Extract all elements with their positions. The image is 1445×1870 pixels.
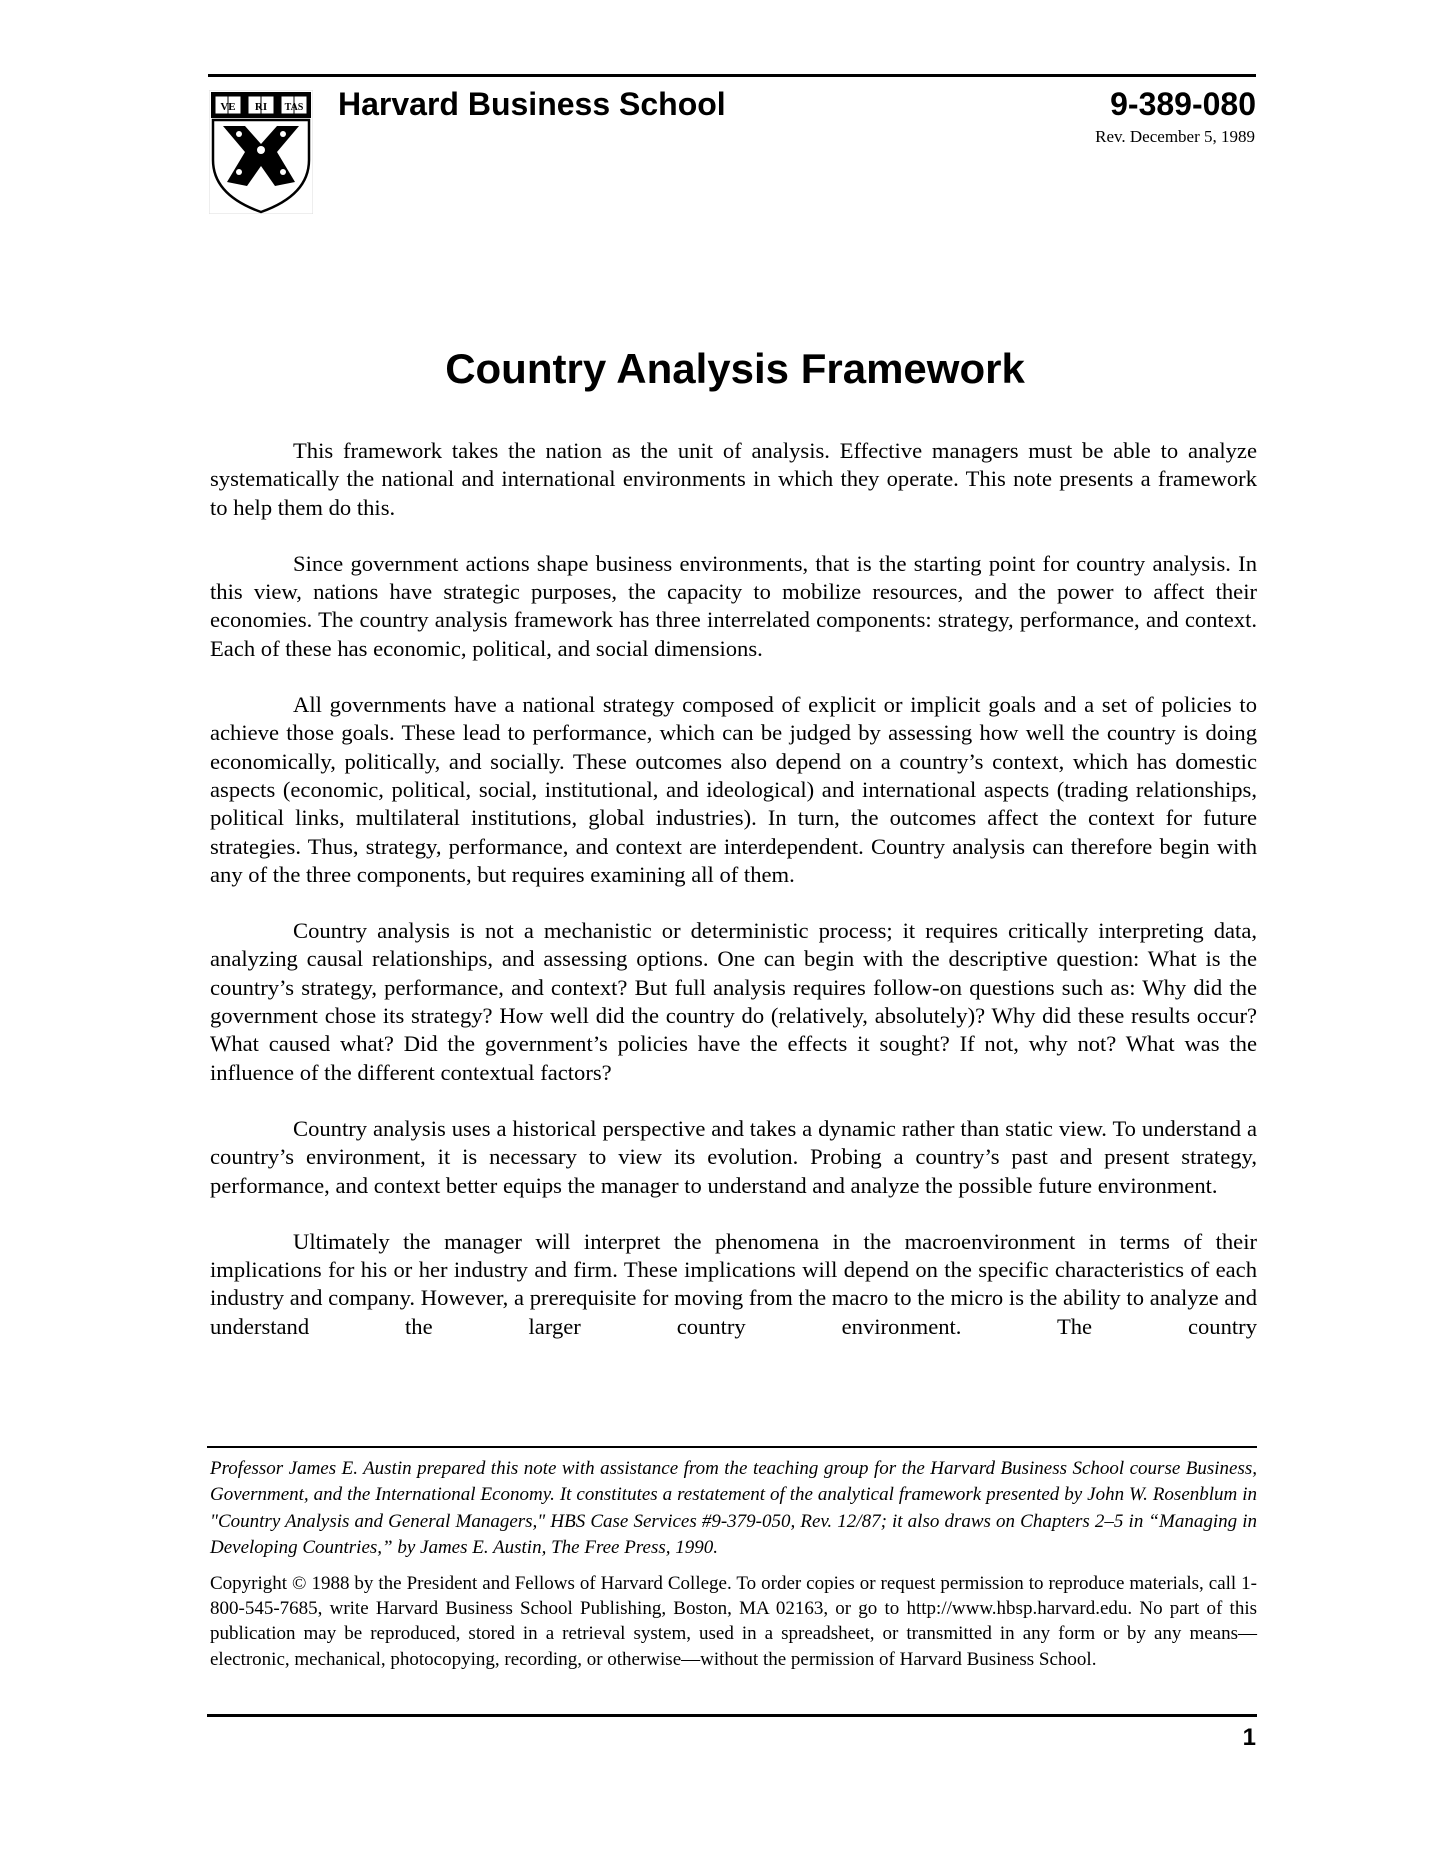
header-rule — [208, 74, 1256, 77]
footer-rule — [207, 1714, 1257, 1717]
paragraph: This framework takes the nation as the unit of analysis. Effective managers must be able to analyze systematically the national and international environments in which they operate. This note presents a framework to help them do this. — [210, 438, 1257, 520]
page-number: 1 — [1242, 1724, 1256, 1751]
veritas-book-3 — [281, 96, 307, 114]
veritas-book-1 — [215, 96, 241, 114]
revision-date: Rev. December 5, 1989 — [1095, 127, 1255, 146]
footnote-rule — [207, 1446, 1257, 1448]
paragraph: Country analysis uses a historical perspective and takes a dynamic rather than static view. To understand a country’s environment, it is necessary to view its evolution. Probing a country’s past and present strategy, performance, and context better equips the manager to understand and analyze the possible future environment. — [210, 1115, 1257, 1198]
veritas-book-2 — [248, 96, 274, 114]
author-footnote: Professor James E. Austin prepared this note with assistance from the teaching group for the Harvard Business School course Business, Government, and the International Economy. It constitutes a restatement of the analytical framework presented by John W. Rosenblum in "Country Analysis and General Managers," HBS Case Services #9-379-050, Rev. 12/87; it also draws on Chapters 2–5 in “Managing in Developing Countries,” by James E. Austin, The Free Press, 1990. — [210, 1458, 1257, 1558]
svg-text:TAS: TAS — [284, 102, 304, 113]
svg-text:VE: VE — [220, 101, 236, 113]
school-name: Harvard Business School — [338, 86, 726, 122]
copyright-notice: Copyright © 1988 by the President and Fellows of Harvard College. To order copies or request permission to reproduce materials, call 1-800-545-7685, write Harvard Business School Publishing, Boston, MA 02163, or go to http://www.hbsp.harvard.edu. No part of this publication may be reproduced, stored in a retrieval system, used in a spreadsheet, or transmitted in any form or by any means—electronic, mechanical, photocopying, recording, or otherwise—without the permission of Harvard Business School. — [210, 1573, 1257, 1670]
paragraph: Since government actions shape business environments, that is the starting point for country analysis. In this view, nations have strategic purposes, the capacity to mobilize resources, and the power to affect their economies. The country analysis framework has three interrelated components: strategy, performance, and context. Each of these has economic, political, and social dimensions. — [210, 550, 1257, 661]
body-text — [210, 437, 1257, 1369]
harvard-shield-icon — [209, 90, 313, 214]
paragraph: Country analysis is not a mechanistic or deterministic process; it requires critically interpreting data, analyzing causal relationships, and assessing options. One can begin with the descriptive question: What is the country’s strategy, performance, and context? But full analysis requires follow-on questions such as: Why did the government chose its strategy? How well did the country do (relatively, absolutely)? Why did these results occur? What caused what? Did the government’s policies have the effects it sought? If not, why not? What was the influence of the different contextual factors? — [210, 918, 1257, 1085]
svg-text:RI: RI — [254, 101, 268, 113]
paragraph: Ultimately the manager will interpret the phenomena in the macroenvironment in terms of their implications for his or her industry and firm. These implications will depend on the specific characteristics of each industry and company. However, a prerequisite for moving from the macro to the micro is the ability to analyze and understand the larger country environment. The country — [210, 1228, 1257, 1339]
case-number: 9-389-080 — [1110, 86, 1256, 122]
document-title: Country Analysis Framework — [445, 345, 1025, 392]
paragraph: All governments have a national strategy composed of explicit or implicit goals and a set of policies to achieve those goals. These lead to performance, which can be judged by assessing how well the country is doing economically, politically, and socially. These outcomes also depend on a country’s context, which has domestic aspects (economic, political, social, institutional, and ideological) and international aspects (trading relationships, political links, multilateral institutions, global industries). In turn, the outcomes affect the context for future strategies. Thus, strategy, performance, and context are interdependent. Country analysis can therefore begin with any of the three components, but requires examining all of them. — [210, 692, 1257, 887]
